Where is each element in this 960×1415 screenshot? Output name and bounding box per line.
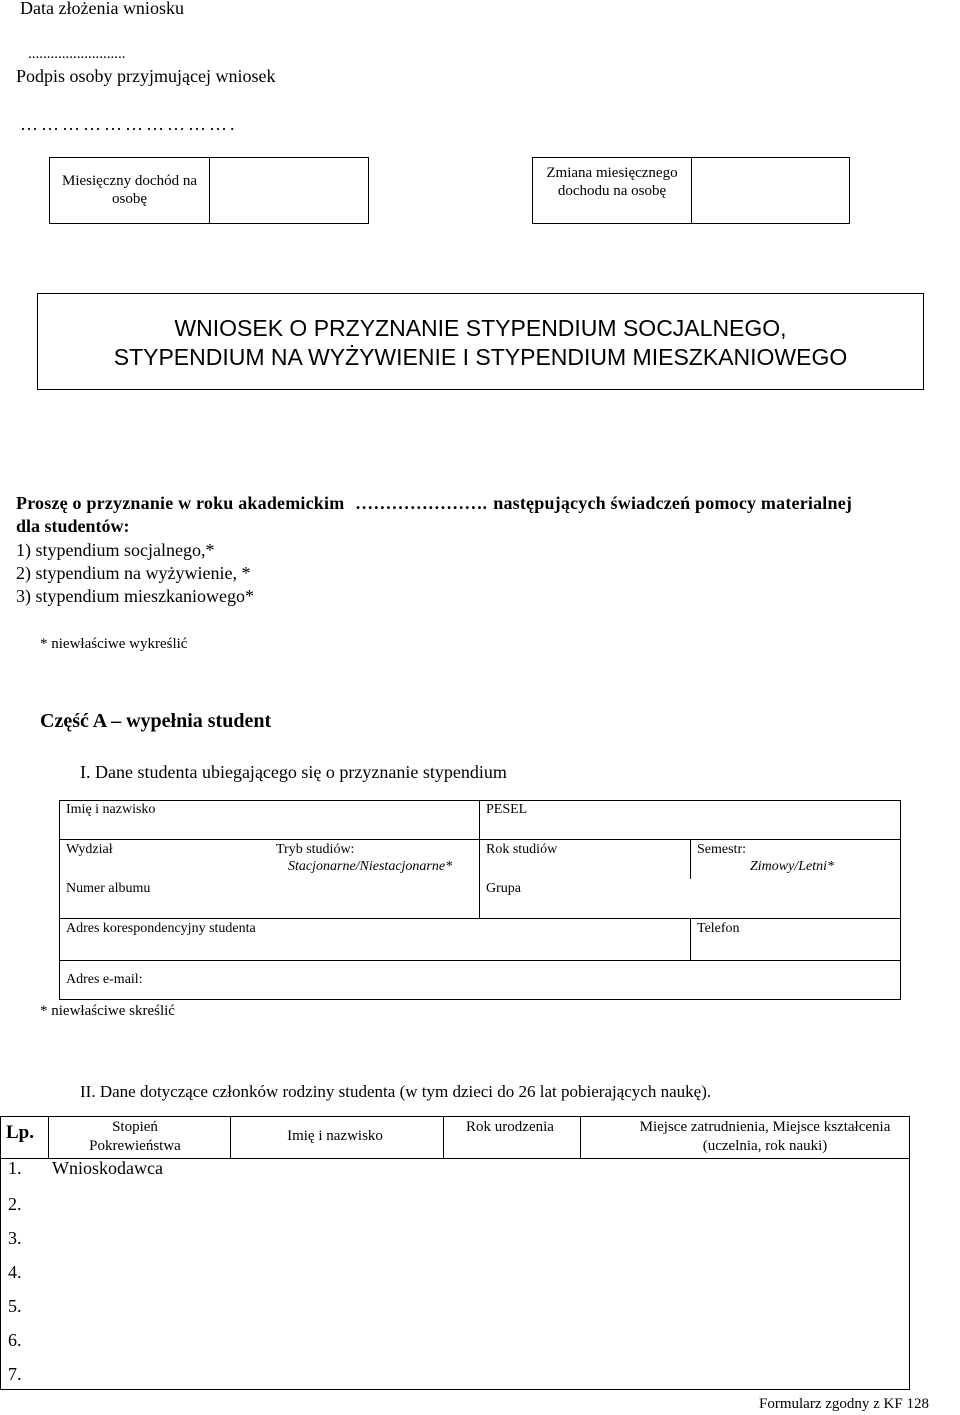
header-relation: Stopień Pokrewieństwa	[89, 1119, 181, 1154]
request-item-3: 3) stypendium mieszkaniowego*	[16, 586, 254, 606]
field-faculty-label: Wydział	[66, 842, 113, 857]
form-title-line1: WNIOSEK O PRZYZNANIE STYPENDIUM SOCJALNEGO,	[174, 315, 787, 341]
request-text-c: dla studentów:	[16, 516, 130, 536]
form-title-line2: STYPENDIUM NA WYŻYWIENIE I STYPENDIUM MIESZKANIOWEGO	[113, 344, 848, 370]
monthly-income-label: Miesięczny dochód na osobę	[62, 173, 197, 207]
section1-title: I. Dane studenta ubiegającego się o przyznanie stypendium	[80, 762, 507, 782]
row-number-2: 2.	[8, 1194, 22, 1214]
field-email-label: Adres e-mail:	[66, 972, 143, 987]
header-lp: Lp.	[6, 1122, 34, 1143]
request-text-b: następujących świadczeń pomocy materialnej	[493, 493, 853, 513]
row-number-5: 5.	[8, 1296, 22, 1316]
income-change-label-cell	[532, 157, 692, 224]
date-label: Data złożenia wniosku	[20, 0, 184, 18]
income-change-field[interactable]	[691, 157, 850, 224]
request-line	[16, 493, 946, 514]
row-number-1: 1.	[8, 1158, 22, 1178]
header-work: Miejsce zatrudnienia, Miejsce kształcenia (uczelnia, rok nauki)	[639, 1119, 891, 1154]
row-number-4: 4.	[8, 1262, 22, 1282]
row-number-7: 7.	[8, 1364, 22, 1384]
row1-relation: Wnioskodawca	[52, 1158, 163, 1178]
field-phone-label: Telefon	[697, 921, 740, 936]
request-item-2: 2) stypendium na wyżywienie, *	[16, 563, 251, 583]
field-semester-label: Semestr:	[697, 842, 746, 857]
monthly-income-field[interactable]	[209, 157, 369, 224]
academic-year-field[interactable]: ………………….	[355, 493, 488, 513]
field-study-mode-value[interactable]: Stacjonarne/Niestacjonarne*	[288, 859, 453, 874]
field-group-label: Grupa	[486, 881, 521, 896]
request-text-a: Proszę o przyznanie w roku akademickim	[16, 493, 345, 513]
field-pesel-label: PESEL	[486, 802, 528, 817]
field-address-label: Adres korespondencyjny studenta	[66, 921, 256, 936]
request-item-1: 1) stypendium socjalnego,*	[16, 540, 215, 560]
form-note: Formularz zgodny z KF 128	[759, 1396, 929, 1412]
row-number-3: 3.	[8, 1228, 22, 1248]
field-album-label: Numer albumu	[66, 881, 151, 896]
request-note: * niewłaściwe wykreślić	[40, 636, 188, 652]
row-number-6: 6.	[8, 1330, 22, 1350]
student-data-table	[59, 800, 901, 1000]
date-dots: ..........................	[28, 46, 126, 62]
field-semester-value[interactable]: Zimowy/Letni*	[750, 859, 835, 874]
part-a-note: * niewłaściwe skreślić	[40, 1003, 175, 1019]
header-birth: Rok urodzenia	[466, 1119, 554, 1135]
field-name-label: Imię i nazwisko	[66, 802, 156, 817]
form-title-box	[37, 293, 924, 390]
part-a-heading: Część A – wypełnia student	[40, 710, 272, 732]
income-change-label: Zmiana miesięcznego dochodu na osobę	[546, 165, 678, 199]
field-study-mode-label: Tryb studiów:	[276, 842, 355, 857]
section2-title: II. Dane dotyczące członków rodziny studenta (w tym dzieci do 26 lat pobierających naukę).	[80, 1082, 712, 1101]
field-year-label: Rok studiów	[486, 842, 558, 857]
header-name: Imię i nazwisko	[287, 1128, 383, 1144]
signature-label: Podpis osoby przyjmującej wniosek	[16, 66, 276, 86]
signature-dots: ………………………….	[20, 114, 238, 134]
monthly-income-label-cell	[49, 157, 210, 224]
